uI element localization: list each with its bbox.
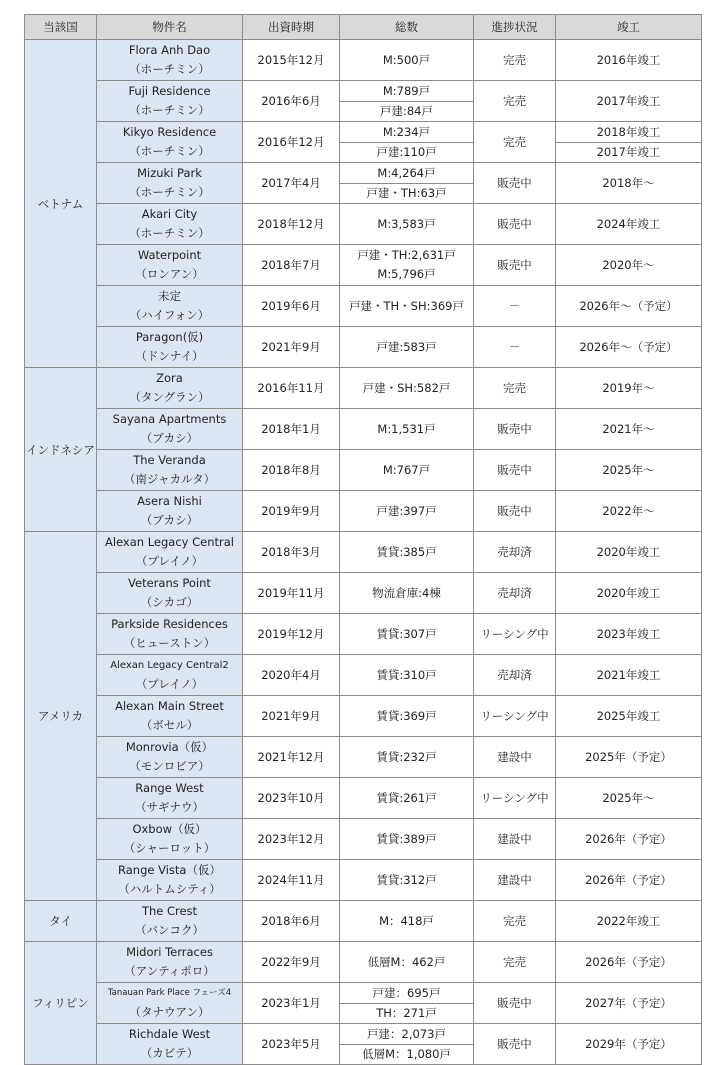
investment-date-cell: 2019年6月 <box>243 286 340 327</box>
property-name: Zora <box>156 371 183 385</box>
property-name: Alexan Main Street <box>115 699 224 713</box>
property-name-cell <box>97 327 243 368</box>
table-row <box>25 778 702 819</box>
investment-date-cell: 2017年4月 <box>243 163 340 204</box>
property-name: Mizuki Park <box>137 166 202 180</box>
property-city: （カビテ） <box>140 1046 199 1060</box>
completion-cell <box>556 655 702 696</box>
completion-cell <box>556 942 702 983</box>
table-row <box>25 614 702 655</box>
table-row <box>25 573 702 614</box>
property-name: Richdale West <box>128 1027 211 1041</box>
property-name: Sayana Apartments <box>112 412 227 426</box>
total-units-value: M:500戸 <box>382 53 431 67</box>
completion-cell <box>556 819 702 860</box>
property-city: （ホーチミン） <box>129 144 210 158</box>
property-name-cell <box>97 40 243 81</box>
completion-cell <box>556 450 702 491</box>
completion-value: 2020年竣工 <box>596 586 661 600</box>
property-name-cell <box>97 1024 243 1065</box>
completion-cell <box>556 983 702 1024</box>
property-city: （タナウアン） <box>129 1005 210 1019</box>
completion-cell <box>556 737 702 778</box>
total-units-value: 戸建:110戸 <box>340 142 473 162</box>
property-city: （アンティポロ） <box>124 964 215 978</box>
completion-cell <box>556 122 702 163</box>
total-units-value: 戸建：2,073戸 <box>367 1026 446 1041</box>
table-row <box>25 860 702 901</box>
property-city: （南ジャカルタ） <box>123 472 216 486</box>
property-name-cell <box>97 983 243 1024</box>
total-units-value: 戸建・SH:582戸 <box>362 381 451 395</box>
header-row <box>25 15 702 40</box>
completion-value: 2018年～ <box>602 176 655 190</box>
property-name: Fuji Residence <box>128 84 211 98</box>
investment-date-cell: 2018年12月 <box>243 204 340 245</box>
total-units-value: 戸建:583戸 <box>376 340 437 354</box>
property-name-cell <box>97 368 243 409</box>
completion-value: 2024年竣工 <box>596 217 661 231</box>
table-row <box>25 655 702 696</box>
total-units-cell <box>340 450 474 491</box>
property-name: 未定 <box>158 289 181 303</box>
total-units-cell <box>340 778 474 819</box>
property-name-cell <box>97 860 243 901</box>
completion-value: 2025年～ <box>602 791 655 805</box>
status-cell: － <box>474 327 556 368</box>
property-name-cell <box>97 81 243 122</box>
table-row <box>25 204 702 245</box>
property-name: Alexan Legacy Central2 <box>110 660 229 671</box>
table-row <box>25 245 702 286</box>
total-units-cell <box>340 901 474 942</box>
investment-date-cell: 2016年12月 <box>243 122 340 163</box>
total-units-value: 賃貸:389戸 <box>376 832 437 846</box>
property-city: （ホーチミン） <box>129 185 210 199</box>
property-name: Tanauan Park Place フェーズ4 <box>107 988 232 998</box>
completion-value: 2021年～ <box>602 422 655 436</box>
completion-cell <box>556 1024 702 1065</box>
property-name: Midori Terraces <box>126 945 213 959</box>
property-name: Kikyo Residence <box>122 125 217 139</box>
property-name: Asera Nishi <box>137 494 202 508</box>
property-name: Akari City <box>141 207 198 221</box>
total-units-cell <box>340 573 474 614</box>
status-cell: 完売 <box>474 368 556 409</box>
completion-cell <box>556 327 702 368</box>
country-cell: インドネシア <box>25 368 97 532</box>
country-cell: フィリピン <box>25 942 97 1065</box>
completion-cell <box>556 81 702 122</box>
completion-cell <box>556 409 702 450</box>
property-city: （ヒューストン） <box>123 636 216 650</box>
status-cell: リーシング中 <box>474 696 556 737</box>
investment-date-cell: 2019年11月 <box>243 573 340 614</box>
status-cell: 販売中 <box>474 204 556 245</box>
completion-value: 2026年（予定） <box>585 873 672 887</box>
header-investment-date: 出資時期 <box>243 15 340 40</box>
property-city: （ホーチミン） <box>129 103 210 117</box>
property-name: Range West <box>135 781 204 795</box>
property-name-cell <box>97 901 243 942</box>
status-cell: 販売中 <box>474 491 556 532</box>
status-cell: 販売中 <box>474 1024 556 1065</box>
property-name: Alexan Legacy Central <box>104 535 234 549</box>
property-name-cell <box>97 122 243 163</box>
completion-value: 2018年竣工 <box>596 124 661 139</box>
country-cell: ベトナム <box>25 40 97 368</box>
property-name: Veterans Point <box>128 576 211 590</box>
completion-cell <box>556 696 702 737</box>
header-property: 物件名 <box>97 15 243 40</box>
header-country: 当該国 <box>25 15 97 40</box>
investment-date-cell: 2019年12月 <box>243 614 340 655</box>
property-city: （ブカシ） <box>140 513 199 527</box>
total-units-cell <box>340 696 474 737</box>
property-name-cell <box>97 532 243 573</box>
total-units-value: M:5,796戸 <box>377 267 436 281</box>
total-units-cell <box>340 204 474 245</box>
status-cell: 完売 <box>474 40 556 81</box>
status-cell: 販売中 <box>474 450 556 491</box>
property-name: Waterpoint <box>137 248 202 262</box>
property-name-cell <box>97 245 243 286</box>
completion-cell <box>556 573 702 614</box>
table-row <box>25 81 702 122</box>
table-row <box>25 532 702 573</box>
status-cell: 建設中 <box>474 860 556 901</box>
table-row <box>25 409 702 450</box>
property-city: （タングラン） <box>129 390 210 404</box>
status-cell: 販売中 <box>474 409 556 450</box>
property-name: Monrovia（仮） <box>125 740 214 754</box>
investment-date-cell: 2018年7月 <box>243 245 340 286</box>
total-units-cell <box>340 245 474 286</box>
total-units-value: 戸建:84戸 <box>340 101 473 121</box>
investment-date-cell: 2016年6月 <box>243 81 340 122</box>
total-units-cell <box>340 491 474 532</box>
completion-cell <box>556 40 702 81</box>
property-name: Range Vista（仮） <box>118 863 221 877</box>
property-name-cell <box>97 778 243 819</box>
country-cell: アメリカ <box>25 532 97 901</box>
table-row <box>25 491 702 532</box>
investment-date-cell: 2021年9月 <box>243 696 340 737</box>
completion-cell <box>556 286 702 327</box>
total-units-cell <box>340 1024 474 1065</box>
completion-value: 2027年（予定） <box>585 996 672 1010</box>
property-name-cell <box>97 655 243 696</box>
property-name: Parkside Residences <box>111 617 228 631</box>
status-cell: 売却済 <box>474 573 556 614</box>
completion-value: 2025年～ <box>602 463 655 477</box>
completion-cell <box>556 163 702 204</box>
investment-date-cell: 2015年12月 <box>243 40 340 81</box>
table-row <box>25 942 702 983</box>
investment-date-cell: 2023年12月 <box>243 819 340 860</box>
total-units-cell <box>340 655 474 696</box>
header-total: 総数 <box>340 15 474 40</box>
completion-value: 2026年～（予定） <box>579 340 678 354</box>
table-row <box>25 163 702 204</box>
status-cell: 完売 <box>474 942 556 983</box>
table-row <box>25 696 702 737</box>
total-units-value: 賃貸:369戸 <box>376 709 437 723</box>
total-units-cell <box>340 737 474 778</box>
status-cell: 販売中 <box>474 245 556 286</box>
completion-value: 2021年竣工 <box>596 668 661 682</box>
investment-date-cell: 2023年1月 <box>243 983 340 1024</box>
total-units-value: M:4,264戸 <box>377 165 436 180</box>
investment-date-cell: 2016年11月 <box>243 368 340 409</box>
total-units-value: 低層M：1,080戸 <box>340 1044 473 1064</box>
property-name-cell <box>97 286 243 327</box>
investment-date-cell: 2019年9月 <box>243 491 340 532</box>
investment-date-cell: 2018年1月 <box>243 409 340 450</box>
header-completion: 竣工 <box>556 15 702 40</box>
table-row <box>25 286 702 327</box>
table-row <box>25 368 702 409</box>
property-name-cell <box>97 614 243 655</box>
status-cell: リーシング中 <box>474 614 556 655</box>
property-name-cell <box>97 163 243 204</box>
status-cell: 販売中 <box>474 163 556 204</box>
table-row <box>25 737 702 778</box>
completion-value: 2023年竣工 <box>596 627 661 641</box>
total-units-cell <box>340 163 474 204</box>
total-units-value: M:234戸 <box>382 124 431 139</box>
completion-value: 2020年竣工 <box>596 545 661 559</box>
completion-value: 2026年（予定） <box>585 955 672 969</box>
total-units-value: 低層M：462戸 <box>367 955 446 969</box>
property-city: （バンコク） <box>135 923 204 937</box>
total-units-value: 戸建:397戸 <box>376 504 437 518</box>
property-city: （シャーロット） <box>123 841 216 855</box>
property-name: The Crest <box>141 904 198 918</box>
status-cell: 販売中 <box>474 983 556 1024</box>
completion-cell <box>556 245 702 286</box>
property-name: Oxbow（仮） <box>132 822 207 836</box>
completion-value: 2022年～ <box>602 504 655 518</box>
total-units-value: 戸建・TH:2,631戸 <box>357 248 456 262</box>
total-units-value: 戸建・TH:63戸 <box>340 183 473 203</box>
total-units-value: TH：271戸 <box>340 1003 473 1023</box>
completion-cell <box>556 532 702 573</box>
total-units-cell <box>340 409 474 450</box>
total-units-value: M:1,531戸 <box>377 422 436 436</box>
completion-cell <box>556 491 702 532</box>
property-city: （ホーチミン） <box>129 226 210 240</box>
property-name-cell <box>97 737 243 778</box>
status-cell: リーシング中 <box>474 778 556 819</box>
completion-value: 2026年（予定） <box>585 832 672 846</box>
total-units-cell <box>340 81 474 122</box>
property-city: （ドンナイ） <box>135 349 204 363</box>
completion-value: 2017年竣工 <box>556 142 701 162</box>
investment-date-cell: 2020年4月 <box>243 655 340 696</box>
property-city: （ボセル） <box>140 718 199 732</box>
total-units-value: 賃貸:307戸 <box>376 627 437 641</box>
property-name: Paragon(仮) <box>135 330 204 344</box>
total-units-value: M：418戸 <box>379 914 434 928</box>
table-row <box>25 40 702 81</box>
property-city: （ロンアン） <box>135 267 204 281</box>
total-units-value: M:767戸 <box>382 463 431 477</box>
property-city: （ブカシ） <box>140 431 199 445</box>
completion-cell <box>556 614 702 655</box>
investment-date-cell: 2018年3月 <box>243 532 340 573</box>
total-units-cell <box>340 860 474 901</box>
total-units-value: M:789戸 <box>382 83 431 98</box>
total-units-value: 戸建：695戸 <box>372 985 441 1000</box>
completion-cell <box>556 901 702 942</box>
completion-cell <box>556 204 702 245</box>
country-cell: タイ <box>25 901 97 942</box>
total-units-cell <box>340 983 474 1024</box>
table-body <box>25 40 702 1065</box>
property-city: （シカゴ） <box>140 595 199 609</box>
table-row <box>25 983 702 1024</box>
investment-date-cell: 2018年6月 <box>243 901 340 942</box>
completion-value: 2019年～ <box>602 381 655 395</box>
total-units-value: 賃貸:385戸 <box>376 545 437 559</box>
investment-date-cell: 2023年10月 <box>243 778 340 819</box>
status-cell: － <box>474 286 556 327</box>
property-name-cell <box>97 696 243 737</box>
property-name: Flora Anh Dao <box>128 43 211 57</box>
property-name-cell <box>97 573 243 614</box>
property-city: （ハルトムシティ） <box>118 882 221 896</box>
total-units-value: 賃貸:310戸 <box>376 668 437 682</box>
total-units-cell <box>340 532 474 573</box>
total-units-value: 賃貸:232戸 <box>376 750 437 764</box>
table-row <box>25 450 702 491</box>
investment-date-cell: 2018年8月 <box>243 450 340 491</box>
table-row <box>25 1024 702 1065</box>
property-name-cell <box>97 450 243 491</box>
completion-value: 2025年竣工 <box>596 709 661 723</box>
investment-date-cell: 2023年5月 <box>243 1024 340 1065</box>
completion-value: 2022年竣工 <box>596 914 661 928</box>
completion-cell <box>556 368 702 409</box>
status-cell: 建設中 <box>474 737 556 778</box>
total-units-cell <box>340 942 474 983</box>
total-units-cell <box>340 614 474 655</box>
investment-date-cell: 2022年9月 <box>243 942 340 983</box>
property-name: The Veranda <box>133 453 206 467</box>
property-name-cell <box>97 204 243 245</box>
total-units-cell <box>340 286 474 327</box>
total-units-value: M:3,583戸 <box>377 217 436 231</box>
table-row <box>25 819 702 860</box>
total-units-cell <box>340 819 474 860</box>
completion-value: 2020年～ <box>602 258 655 272</box>
total-units-cell <box>340 327 474 368</box>
total-units-value: 賃貸:261戸 <box>376 791 437 805</box>
completion-value: 2026年～（予定） <box>579 299 678 313</box>
total-units-value: 戸建・TH・SH:369戸 <box>349 299 464 313</box>
table-row <box>25 122 702 163</box>
property-city: （ホーチミン） <box>129 62 210 76</box>
completion-value: 2016年竣工 <box>596 53 661 67</box>
project-table <box>24 14 702 1065</box>
total-units-cell <box>340 40 474 81</box>
property-name-cell <box>97 942 243 983</box>
status-cell: 売却済 <box>474 532 556 573</box>
table-row <box>25 327 702 368</box>
property-city: （プレイノ） <box>135 677 204 691</box>
total-units-value: 物流倉庫:4棟 <box>372 586 441 600</box>
property-city: （プレイノ） <box>135 554 204 568</box>
status-cell: 売却済 <box>474 655 556 696</box>
completion-cell <box>556 778 702 819</box>
investment-date-cell: 2024年11月 <box>243 860 340 901</box>
property-city: （モンロビア） <box>129 759 210 773</box>
total-units-cell <box>340 122 474 163</box>
property-city: （ハイフォン） <box>129 308 210 322</box>
status-cell: 完売 <box>474 81 556 122</box>
completion-value: 2017年竣工 <box>596 94 661 108</box>
property-name-cell <box>97 409 243 450</box>
completion-cell <box>556 860 702 901</box>
completion-value: 2025年（予定） <box>585 750 672 764</box>
property-name-cell <box>97 491 243 532</box>
property-city: （サギナウ） <box>135 800 204 814</box>
property-name-cell <box>97 819 243 860</box>
header-status: 進捗状況 <box>474 15 556 40</box>
investment-date-cell: 2021年9月 <box>243 327 340 368</box>
completion-value: 2029年（予定） <box>585 1037 672 1051</box>
total-units-value: 賃貸:312戸 <box>376 873 437 887</box>
total-units-cell <box>340 368 474 409</box>
table-row <box>25 901 702 942</box>
status-cell: 完売 <box>474 901 556 942</box>
status-cell: 完売 <box>474 122 556 163</box>
status-cell: 建設中 <box>474 819 556 860</box>
investment-date-cell: 2021年12月 <box>243 737 340 778</box>
